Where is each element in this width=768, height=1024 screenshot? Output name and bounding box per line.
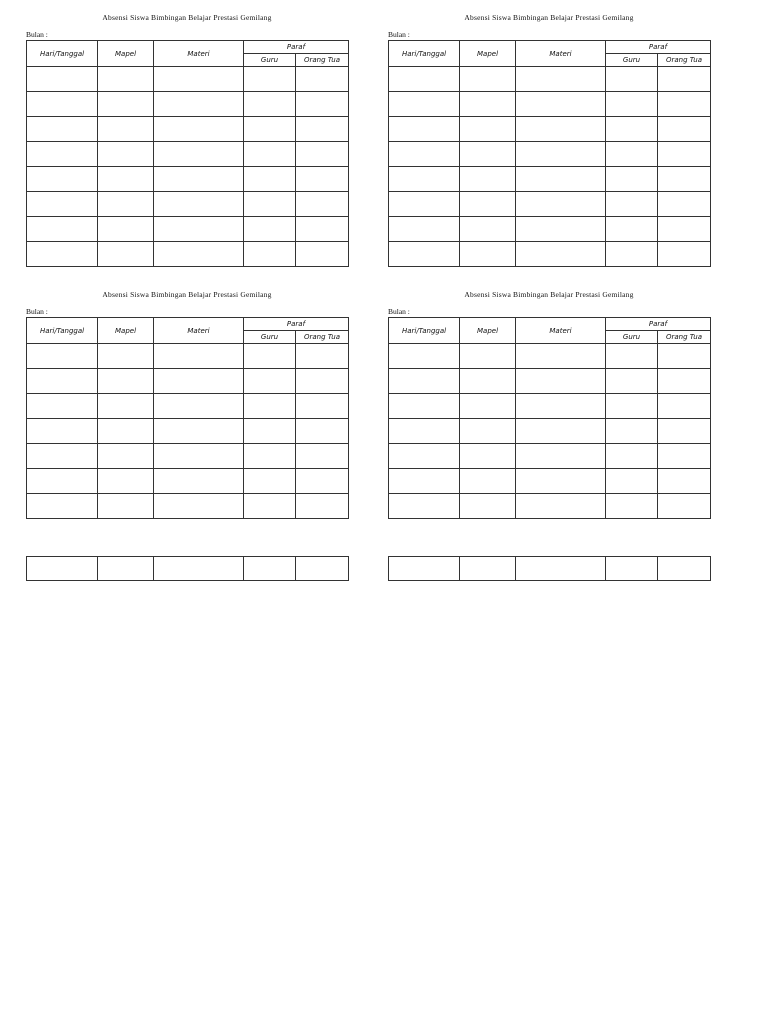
empty-cell <box>244 142 296 167</box>
empty-cell <box>27 167 98 192</box>
empty-cell <box>658 142 711 167</box>
table-row <box>27 192 349 217</box>
empty-cell <box>244 469 296 494</box>
empty-cell <box>516 92 606 117</box>
empty-cell <box>244 369 296 394</box>
empty-cell <box>658 217 711 242</box>
sheet-title: Absensi Siswa Bimbingan Belajar Prestasi Gemilang <box>464 290 634 299</box>
table-row <box>389 92 711 117</box>
empty-cell <box>606 469 658 494</box>
empty-cell <box>516 369 606 394</box>
header-orang-tua: Orang Tua <box>296 54 349 67</box>
empty-cell <box>658 369 711 394</box>
empty-cell <box>296 469 349 494</box>
empty-cell <box>244 217 296 242</box>
empty-cell <box>460 557 516 581</box>
month-label: Bulan : <box>26 30 48 39</box>
table-row <box>389 369 711 394</box>
table-body <box>389 344 711 519</box>
empty-cell <box>27 369 98 394</box>
attendance-table <box>388 317 711 519</box>
table-row <box>389 419 711 444</box>
empty-cell <box>389 444 460 469</box>
empty-cell <box>460 419 516 444</box>
empty-cell <box>27 344 98 369</box>
empty-cell <box>658 469 711 494</box>
table-row <box>27 344 349 369</box>
empty-cell <box>296 167 349 192</box>
header-guru: Guru <box>244 331 296 344</box>
table-row <box>27 394 349 419</box>
header-materi: Materi <box>154 41 244 67</box>
empty-cell <box>389 419 460 444</box>
empty-cell <box>606 217 658 242</box>
empty-cell <box>606 117 658 142</box>
empty-cell <box>516 469 606 494</box>
empty-cell <box>296 192 349 217</box>
empty-cell <box>27 557 98 581</box>
table-row <box>27 369 349 394</box>
empty-cell <box>296 369 349 394</box>
empty-cell <box>244 344 296 369</box>
table-row <box>27 419 349 444</box>
empty-cell <box>244 192 296 217</box>
empty-cell <box>389 557 460 581</box>
empty-cell <box>658 92 711 117</box>
table-row <box>389 142 711 167</box>
table-row <box>389 67 711 92</box>
empty-cell <box>154 419 244 444</box>
empty-cell <box>516 557 606 581</box>
empty-cell <box>244 167 296 192</box>
empty-cell <box>606 167 658 192</box>
empty-cell <box>27 394 98 419</box>
header-guru: Guru <box>244 54 296 67</box>
empty-cell <box>154 394 244 419</box>
empty-cell <box>154 142 244 167</box>
table-row <box>389 444 711 469</box>
header-materi: Materi <box>516 41 606 67</box>
empty-cell <box>27 242 98 267</box>
empty-cell <box>460 192 516 217</box>
header-hari-tanggal: Hari/Tanggal <box>389 318 460 344</box>
header-paraf: Paraf <box>606 318 711 331</box>
empty-cell <box>27 494 98 519</box>
empty-cell <box>516 419 606 444</box>
empty-cell <box>244 494 296 519</box>
empty-cell <box>460 394 516 419</box>
empty-cell <box>244 242 296 267</box>
empty-cell <box>98 192 154 217</box>
empty-cell <box>606 444 658 469</box>
table-row <box>27 92 349 117</box>
header-materi: Materi <box>154 318 244 344</box>
header-mapel: Mapel <box>460 41 516 67</box>
empty-cell <box>516 444 606 469</box>
empty-cell <box>296 67 349 92</box>
empty-cell <box>296 242 349 267</box>
empty-cell <box>98 92 154 117</box>
header-mapel: Mapel <box>98 318 154 344</box>
header-paraf: Paraf <box>606 41 711 54</box>
table-row <box>389 469 711 494</box>
table-row <box>389 242 711 267</box>
empty-cell <box>389 369 460 394</box>
empty-cell <box>516 117 606 142</box>
empty-cell <box>27 117 98 142</box>
empty-cell <box>154 344 244 369</box>
month-label: Bulan : <box>388 30 410 39</box>
empty-cell <box>460 242 516 267</box>
empty-cell <box>27 67 98 92</box>
empty-cell <box>98 419 154 444</box>
header-guru: Guru <box>606 54 658 67</box>
header-materi: Materi <box>516 318 606 344</box>
empty-cell <box>606 419 658 444</box>
empty-cell <box>658 167 711 192</box>
empty-cell <box>460 217 516 242</box>
header-hari-tanggal: Hari/Tanggal <box>389 41 460 67</box>
empty-cell <box>516 494 606 519</box>
attendance-table <box>388 40 711 267</box>
empty-cell <box>389 142 460 167</box>
table-row <box>389 167 711 192</box>
empty-cell <box>296 142 349 167</box>
empty-cell <box>244 117 296 142</box>
empty-cell <box>154 369 244 394</box>
empty-cell <box>296 394 349 419</box>
empty-cell <box>244 92 296 117</box>
empty-cell <box>244 419 296 444</box>
empty-cell <box>516 167 606 192</box>
empty-cell <box>154 92 244 117</box>
sheet-title: Absensi Siswa Bimbingan Belajar Prestasi Gemilang <box>102 290 272 299</box>
empty-cell <box>154 469 244 494</box>
empty-cell <box>296 557 349 581</box>
extra-row-table-right <box>388 556 711 581</box>
header-orang-tua: Orang Tua <box>296 331 349 344</box>
empty-cell <box>296 217 349 242</box>
empty-cell <box>98 217 154 242</box>
table-row <box>389 494 711 519</box>
table-row <box>27 242 349 267</box>
empty-cell <box>27 469 98 494</box>
empty-cell <box>27 192 98 217</box>
empty-cell <box>296 344 349 369</box>
empty-cell <box>154 242 244 267</box>
table-row <box>389 217 711 242</box>
empty-cell <box>27 419 98 444</box>
table-row <box>27 494 349 519</box>
table-body <box>27 67 349 267</box>
table-row <box>27 117 349 142</box>
empty-cell <box>389 117 460 142</box>
empty-cell <box>606 369 658 394</box>
month-label: Bulan : <box>388 307 410 316</box>
empty-cell <box>98 394 154 419</box>
empty-cell <box>658 67 711 92</box>
table-row <box>389 192 711 217</box>
empty-cell <box>98 142 154 167</box>
empty-cell <box>154 67 244 92</box>
empty-cell <box>98 242 154 267</box>
empty-cell <box>296 117 349 142</box>
empty-cell <box>389 242 460 267</box>
empty-cell <box>389 494 460 519</box>
empty-cell <box>98 167 154 192</box>
extra-row-table-left <box>26 556 349 581</box>
empty-cell <box>98 344 154 369</box>
header-orang-tua: Orang Tua <box>658 54 711 67</box>
empty-cell <box>154 557 244 581</box>
empty-cell <box>244 67 296 92</box>
empty-cell <box>516 344 606 369</box>
attendance-table <box>26 40 349 267</box>
empty-cell <box>389 167 460 192</box>
empty-cell <box>460 67 516 92</box>
empty-cell <box>460 369 516 394</box>
empty-cell <box>98 117 154 142</box>
empty-cell <box>606 142 658 167</box>
empty-cell <box>389 344 460 369</box>
table-row <box>389 394 711 419</box>
header-paraf: Paraf <box>244 318 349 331</box>
empty-cell <box>98 469 154 494</box>
empty-cell <box>460 494 516 519</box>
empty-cell <box>98 494 154 519</box>
table-row <box>27 444 349 469</box>
empty-cell <box>606 192 658 217</box>
empty-cell <box>606 67 658 92</box>
empty-cell <box>389 67 460 92</box>
sheet-title: Absensi Siswa Bimbingan Belajar Prestasi Gemilang <box>464 13 634 22</box>
table-row <box>389 557 711 581</box>
empty-cell <box>460 344 516 369</box>
month-label: Bulan : <box>26 307 48 316</box>
header-guru: Guru <box>606 331 658 344</box>
empty-cell <box>460 444 516 469</box>
empty-cell <box>460 92 516 117</box>
empty-cell <box>606 92 658 117</box>
header-orang-tua: Orang Tua <box>658 331 711 344</box>
empty-cell <box>516 394 606 419</box>
empty-cell <box>516 192 606 217</box>
empty-cell <box>389 217 460 242</box>
empty-cell <box>296 444 349 469</box>
table-row <box>27 217 349 242</box>
table-row <box>27 557 349 581</box>
empty-cell <box>296 92 349 117</box>
empty-cell <box>658 419 711 444</box>
empty-cell <box>27 92 98 117</box>
empty-cell <box>154 494 244 519</box>
empty-cell <box>658 117 711 142</box>
empty-cell <box>98 67 154 92</box>
empty-cell <box>606 394 658 419</box>
empty-cell <box>658 394 711 419</box>
table-row <box>27 67 349 92</box>
table-row <box>389 117 711 142</box>
empty-cell <box>27 217 98 242</box>
empty-cell <box>27 142 98 167</box>
empty-cell <box>516 67 606 92</box>
empty-cell <box>244 557 296 581</box>
empty-cell <box>98 444 154 469</box>
empty-cell <box>389 394 460 419</box>
empty-cell <box>296 494 349 519</box>
table-row <box>27 167 349 192</box>
empty-cell <box>98 557 154 581</box>
empty-cell <box>658 192 711 217</box>
empty-cell <box>460 469 516 494</box>
empty-cell <box>154 167 244 192</box>
table-row <box>389 344 711 369</box>
empty-cell <box>27 444 98 469</box>
empty-cell <box>658 344 711 369</box>
table-body <box>27 344 349 519</box>
table-body <box>389 67 711 267</box>
header-hari-tanggal: Hari/Tanggal <box>27 318 98 344</box>
empty-cell <box>606 344 658 369</box>
header-paraf: Paraf <box>244 41 349 54</box>
empty-cell <box>154 117 244 142</box>
empty-cell <box>389 192 460 217</box>
empty-cell <box>154 444 244 469</box>
empty-cell <box>460 142 516 167</box>
empty-cell <box>244 394 296 419</box>
header-hari-tanggal: Hari/Tanggal <box>27 41 98 67</box>
table-row <box>27 142 349 167</box>
empty-cell <box>516 242 606 267</box>
table-row <box>27 469 349 494</box>
empty-cell <box>658 242 711 267</box>
attendance-table <box>26 317 349 519</box>
empty-cell <box>658 444 711 469</box>
empty-cell <box>516 217 606 242</box>
empty-cell <box>516 142 606 167</box>
empty-cell <box>606 242 658 267</box>
empty-cell <box>460 167 516 192</box>
empty-cell <box>244 444 296 469</box>
empty-cell <box>98 369 154 394</box>
empty-cell <box>389 469 460 494</box>
empty-cell <box>389 92 460 117</box>
empty-cell <box>154 217 244 242</box>
empty-cell <box>606 557 658 581</box>
empty-cell <box>296 419 349 444</box>
header-mapel: Mapel <box>98 41 154 67</box>
sheet-title: Absensi Siswa Bimbingan Belajar Prestasi Gemilang <box>102 13 272 22</box>
empty-cell <box>606 494 658 519</box>
empty-cell <box>658 557 711 581</box>
empty-cell <box>658 494 711 519</box>
empty-cell <box>460 117 516 142</box>
empty-cell <box>154 192 244 217</box>
header-mapel: Mapel <box>460 318 516 344</box>
